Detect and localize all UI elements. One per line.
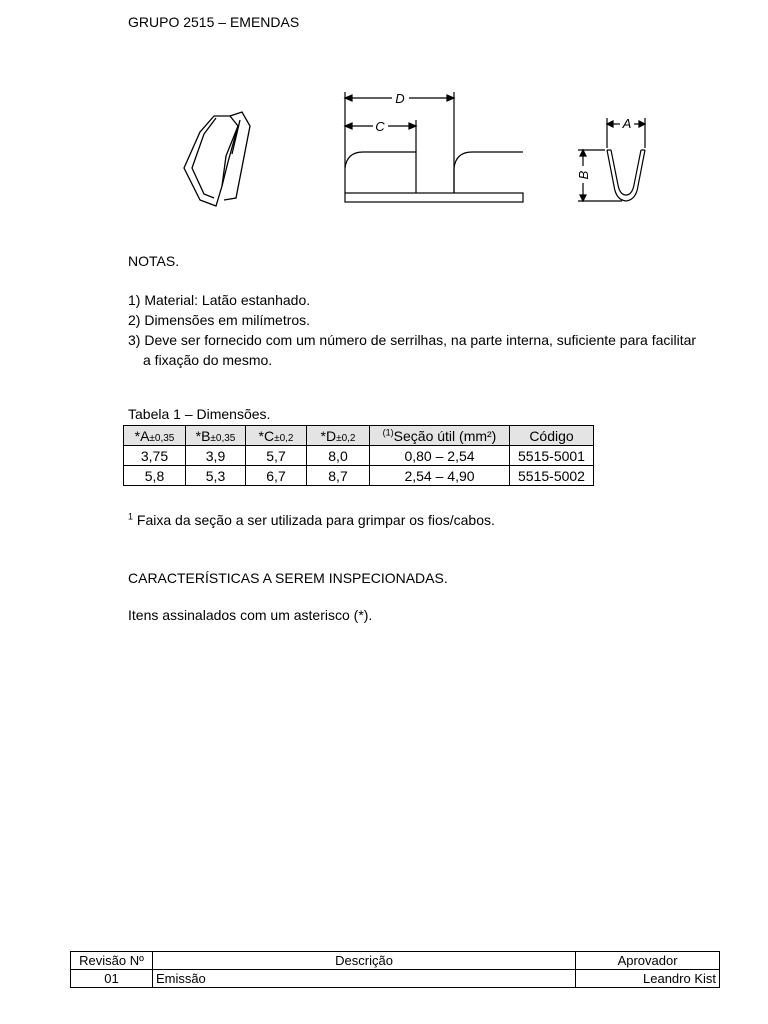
- note-item-continuation: a fixação do mesmo.: [143, 352, 273, 368]
- header-revisao: Revisão Nº: [71, 952, 153, 970]
- header-aprovador: Aprovador: [576, 952, 720, 970]
- table-cell: 6,7: [246, 466, 307, 486]
- technical-drawings: [170, 82, 670, 222]
- table-row: [124, 446, 594, 466]
- revision-number: 01: [71, 970, 153, 988]
- table-header-row: [124, 426, 594, 446]
- header-b: *B±0,35: [186, 426, 246, 446]
- dimension-label-d: D: [395, 91, 405, 106]
- header-codigo: Código: [510, 426, 594, 446]
- footnote-marker: 1: [128, 511, 134, 522]
- document-title: GRUPO 2515 – EMENDAS: [128, 14, 300, 30]
- table-cell: 2,54 – 4,90: [370, 466, 510, 486]
- footnote-text: Faixa da seção a ser utilizada para grimpar os fios/cabos.: [136, 512, 495, 528]
- table-cell: 8,7: [307, 466, 370, 486]
- header-d: *D±0,2: [307, 426, 370, 446]
- note-item: 1) Material: Latão estanhado.: [128, 292, 311, 308]
- side-view-drawing: [345, 92, 523, 202]
- revision-row: [71, 970, 720, 988]
- notes-heading: NOTAS.: [128, 253, 180, 269]
- dimension-label-a: A: [622, 116, 632, 131]
- inspection-heading: CARACTERÍSTICAS A SEREM INSPECIONADAS.: [128, 570, 448, 586]
- header-c: *C±0,2: [246, 426, 307, 446]
- table-row: [124, 466, 594, 486]
- inspection-text: Itens assinalados com um asterisco (*).: [128, 607, 373, 623]
- table-cell: 5515-5001: [510, 446, 594, 466]
- header-secao-util: $^{(1)}$Seção útil (mm²): [370, 426, 510, 446]
- table-caption: Tabela 1 – Dimensões.: [128, 406, 271, 422]
- isometric-view-drawing: [184, 112, 250, 206]
- header-a: *A±0,35: [124, 426, 186, 446]
- revision-table: [70, 951, 720, 988]
- table-cell: 3,75: [124, 446, 186, 466]
- table-cell: 5,8: [124, 466, 186, 486]
- dimensions-table: [123, 425, 594, 486]
- revision-header-row: [71, 952, 720, 970]
- end-view-drawing: [578, 118, 645, 201]
- dimension-label-c: C: [375, 119, 385, 134]
- dimension-label-b: B: [576, 170, 591, 180]
- footnote: [128, 512, 495, 528]
- table-cell: 0,80 – 2,54: [370, 446, 510, 466]
- table-cell: 5515-5002: [510, 466, 594, 486]
- header-descricao: Descrição: [152, 952, 575, 970]
- notes-list: [128, 290, 696, 370]
- note-item: 3) Deve ser fornecido com um número de serrilhas, na parte interna, suficiente para facilitar: [128, 332, 697, 348]
- table-cell: 5,3: [186, 466, 246, 486]
- revision-description: Emissão: [152, 970, 575, 988]
- table-cell: 5,7: [246, 446, 307, 466]
- note-item: 2) Dimensões em milímetros.: [128, 312, 311, 328]
- revision-approver: Leandro Kist: [576, 970, 720, 988]
- table-cell: 3,9: [186, 446, 246, 466]
- table-cell: 8,0: [307, 446, 370, 466]
